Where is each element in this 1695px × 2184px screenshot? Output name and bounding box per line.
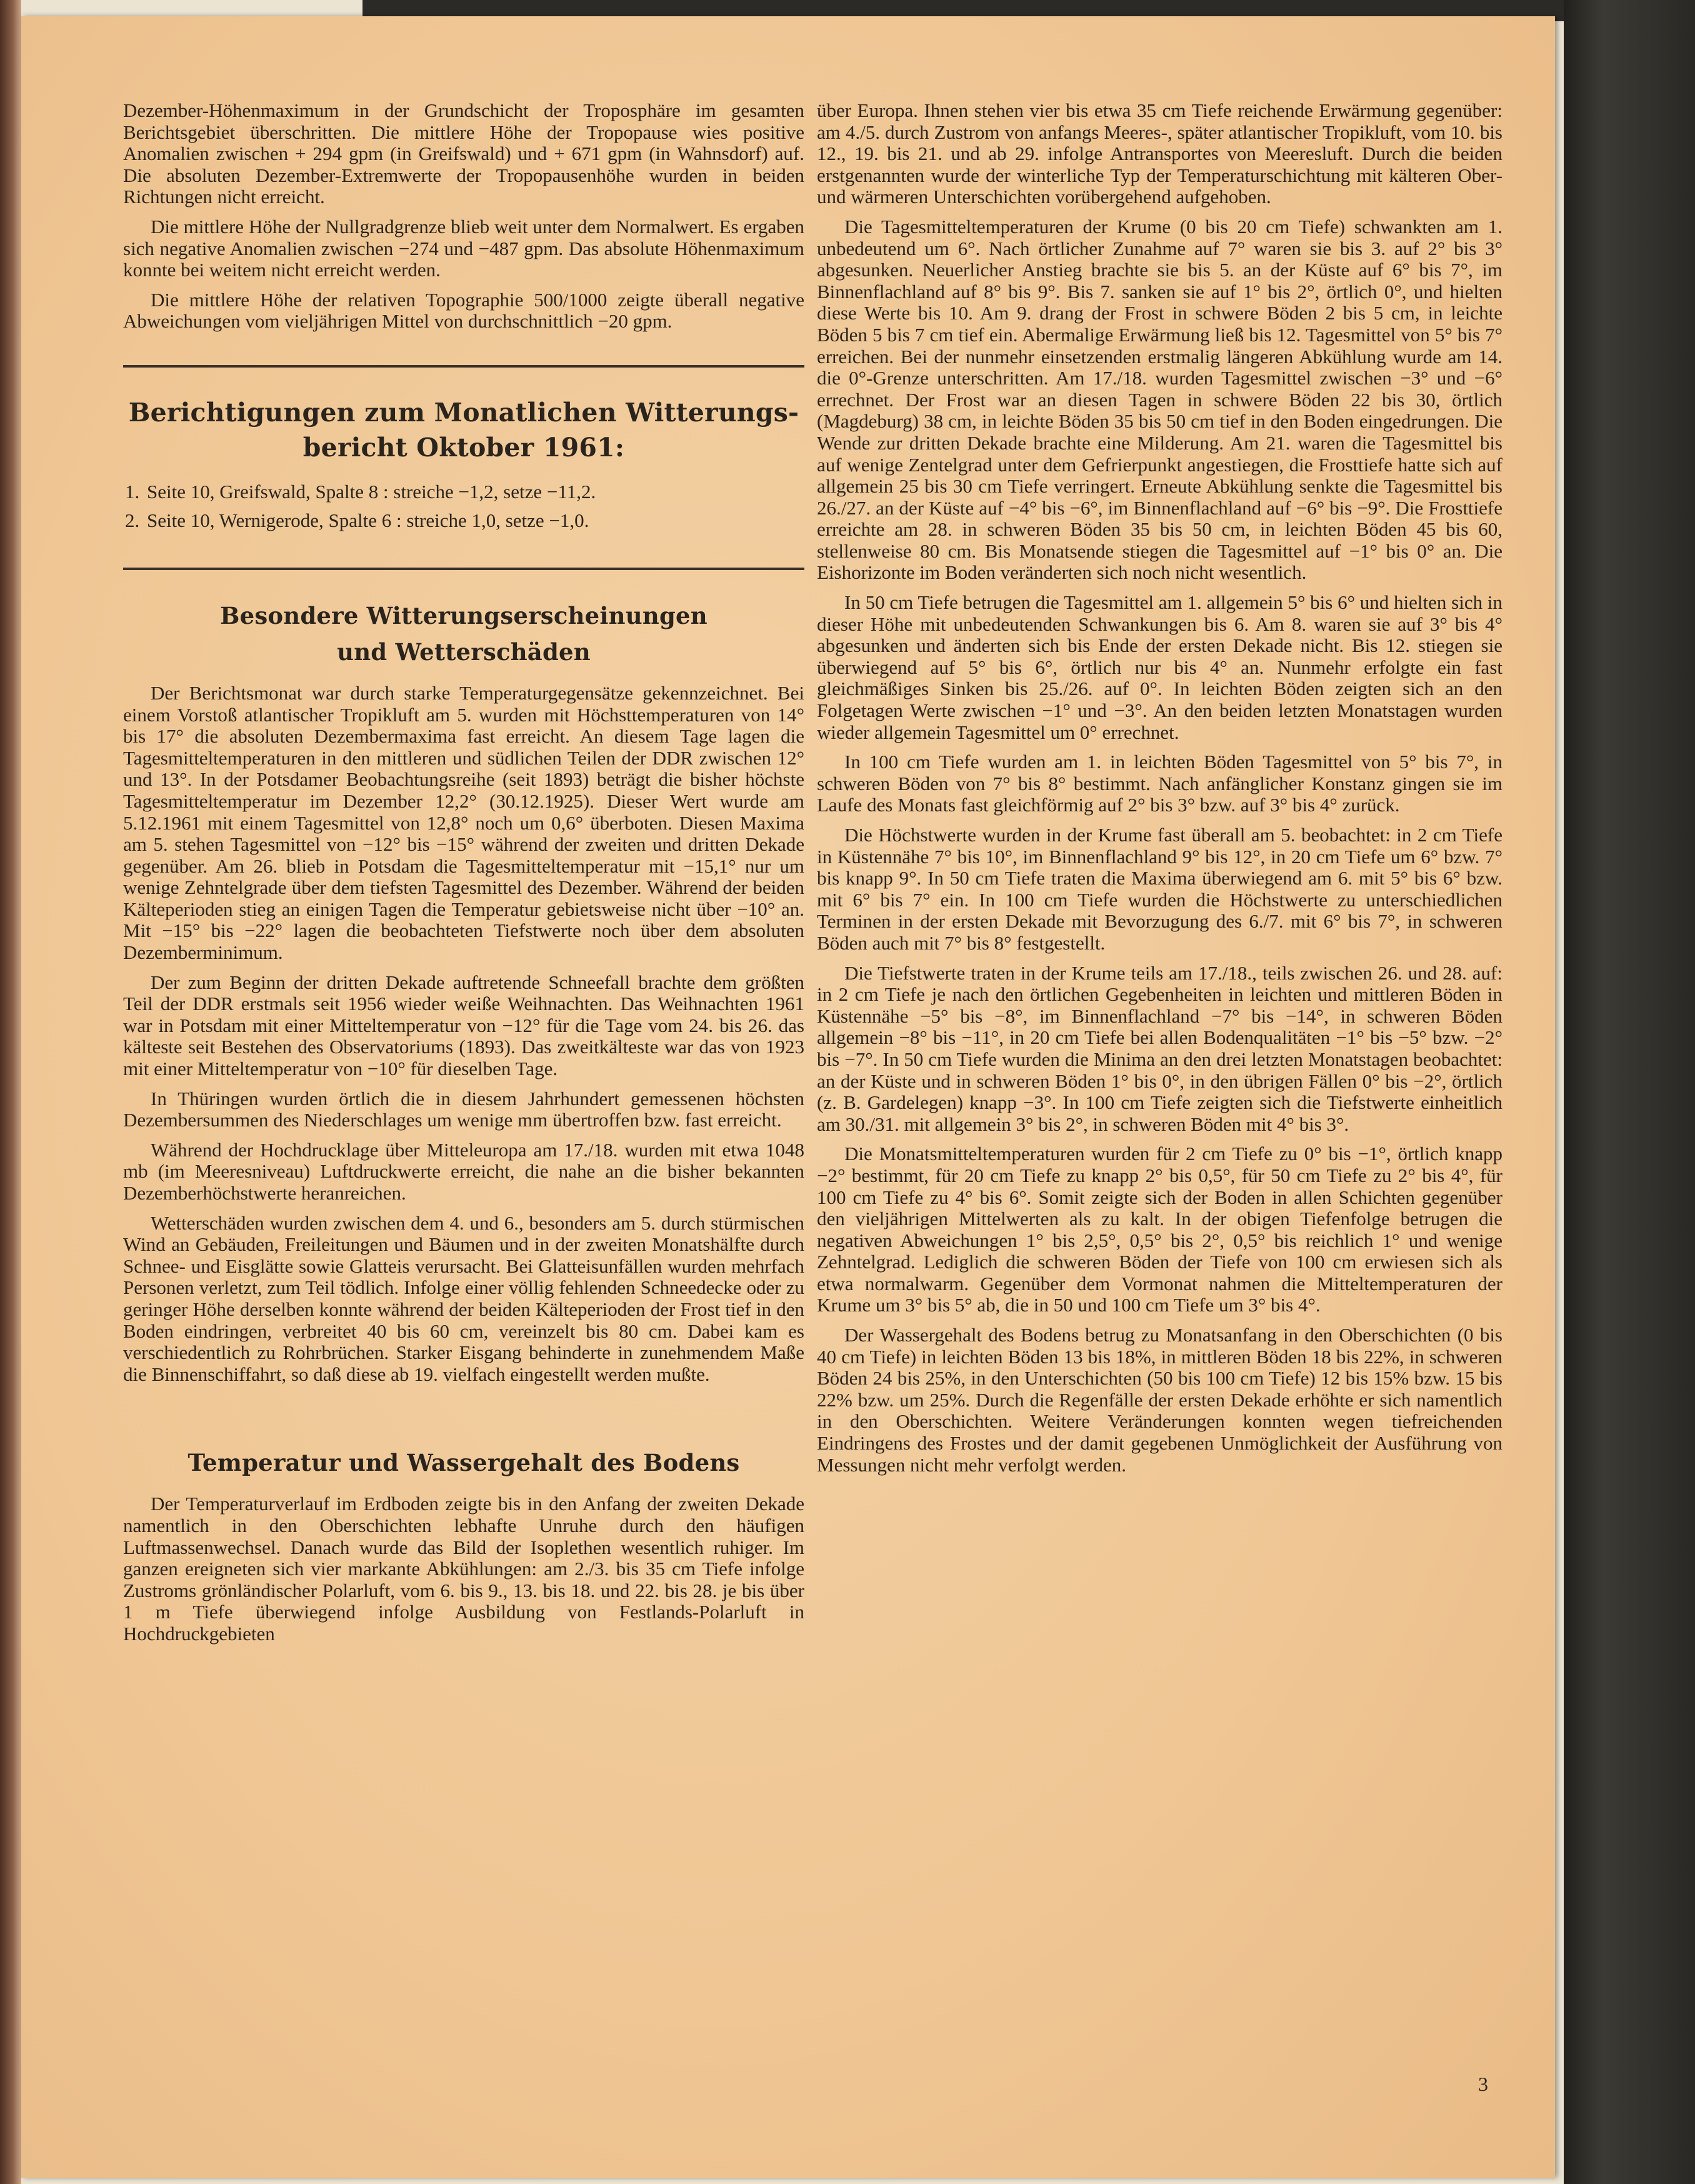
paragraph: Wetterschäden wurden zwischen dem 4. und 6., besonders am 5. durch stürmischen Wind an Gebäuden, Freileitungen und Bäumen und in der zweiten Monatshälfte durch Schnee- und Eisglätte sowie Glatteis verursacht. Bei Glatteisunfällen wurden mehrfach Personen verletzt, zum Teil tödlich. Infolge einer völlig fehlenden Schneedecke oder zu geringer Höhe derselben konnte während der beiden Kälteperioden der Frost tief in den Boden eindringen, verbreitet 40 bis 60 cm, vereinzelt bis 80 cm. Dabei kam es verschiedentlich zu Rohrbrüchen. Starker Eisgang behinderte in zunehmendem Maße die Binnenschiffahrt, so daß diese ab 19. vielfach eingestellt werden mußte.	[123, 1211, 804, 1385]
spacer	[123, 1393, 804, 1445]
special-weather-heading: Besondere Witterungserscheinungen und Wetterschäden	[220, 601, 708, 666]
paragraph: Die Höchstwerte wurden in der Krume fast überall am 5. beobachtet: in 2 cm Tiefe in Küstennähe 7° bis 10°, im Binnenflachland 9° bis 12°, in 20 cm Tiefe um 6° bzw. 7° bis knapp 9°. In 50 cm Tiefe traten die Maxima überwiegend am 6. mit 5° bis 6° bzw. mit 6° bis 7° ein. In 100 cm Tiefe wurden die Höchstwerte zu unterschiedlichen Terminen in der ersten Dekade mit Bevorzugung des 6./7. mit 6° bis 7°, in schweren Böden auch mit 7° bis 8° festgestellt.	[817, 824, 1502, 954]
paragraph: Die Monatsmitteltemperaturen wurden für 2 cm Tiefe zu 0° bis −1°, örtlich knapp −2° bestimmt, für 20 cm Tiefe zu knapp 2° bis 0,5°, für 50 cm Tiefe zu 2° bis 4°, für 100 cm Tiefe zu 4° bis 6°. Somit zeigte sich der Boden in allen Schichten gegenüber den vieljährigen Mittelwerten als zu kalt. In der obigen Tiefenfolge betrugen die negativen Abweichungen 1° bis 2,5°, 0,5° bis 2°, 0,5° bis reichlich 1° und wenige Zehntelgrad. Lediglich die schweren Böden der Tiefe von 100 cm erwiesen sich als etwa normalwarm. Gegenüber dem Vormonat nahmen die Mitteltemperaturen der Krume um 3° bis 5° ab, die in 50 und 100 cm Tiefe um 3° bis 4°.	[817, 1143, 1502, 1316]
corrections-heading: Berichtigungen zum Monatlichen Witterungs- bericht Oktober 1961:	[128, 397, 799, 463]
corrections-list	[123, 478, 804, 535]
soil-heading: Temperatur und Wassergehalt des Bodens	[188, 1449, 740, 1477]
paragraph: Der Berichtsmonat war durch starke Temperaturgegensätze gekennzeichnet. Bei einem Vorstoß atlantischer Tropikluft am 5. wurden mit Höchsttemperaturen von 14° bis 17° die absoluten Dezembermaxima fast erreicht. An diesem Tage lagen die Tagesmitteltemperaturen in den mittleren und südlichen Teilen der DDR zwischen 12° und 13°. In der Potsdamer Beobachtungsreihe (seit 1893) beträgt die bisher höchste Tagesmitteltemperatur im Dezember 12,2° (30.12.1925). Dieser Wert wurde am 5.12.1961 mit einem Tagesmittel von 12,8° noch um 0,6° überboten. Diesen Maxima am 5. stehen Tagesmittel von −12° bis −15° während der zweiten und dritten Dekade gegenüber. Am 26. blieb in Potsdam die Tagesmitteltemperatur mit −15,1° nur um wenige Zehntelgrade über dem tiefsten Tagesmittel des Dezember. Während der beiden Kälteperioden stieg an einigen Tagen die Temperatur gebietsweise nicht über −10° an. Mit −15° bis −22° lagen die beobachteten Tiefstwerte noch über dem absoluten Dezemberminimum.	[123, 681, 804, 964]
paragraph: Der Wassergehalt des Bodens betrug zu Monatsanfang in den Oberschichten (0 bis 40 cm Tiefe) in leichten Böden 13 bis 18%, in mittleren Böden 18 bis 22%, in schweren Böden 24 bis 25%, in den Unterschichten (50 bis 100 cm Tiefe) 12 bis 15% bzw. 15 bis 22% bzw. um 25%. Durch die Regenfälle der ersten Dekade erhöhte er sich namentlich in den Oberschichten. Weitere Veränderungen konnten wegen tiefreichenden Eindringens des Frostes und der damit gegebenen Unmöglichkeit der Ausführung von Messungen nicht mehr verfolgt werden.	[817, 1324, 1502, 1476]
paragraph: Die Tiefstwerte traten in der Krume teils am 17./18., teils zwischen 26. und 28. auf: in 2 cm Tiefe je nach den örtlichen Gegebenheiten in leichten und mittleren Böden in Küstennähe −5° bis −8°, im Binnenflachland −7° bis −14°, in schweren Böden allgemein −8° bis −11°, in 20 cm Tiefe bei allen Bodenqualitäten −1° bis −5° bzw. −2° bis −7°. In 50 cm Tiefe wurden die Minima an den drei letzten Monatstagen beobachtet: an der Küste und in schweren Böden 1° bis 0°, in den übrigen Fällen 0° bis −2°, örtlich (z. B. Gardelegen) knapp −3°. In 100 cm Tiefe zeigten sich die Tiefstwerte einheitlich am 30./31. mit allgemein 3° bis 2°, in schweren Böden mit 4° bis 3°.	[817, 961, 1502, 1135]
paragraph: Dezember-Höhenmaximum in der Grundschicht der Troposphäre im gesamten Berichtsgebiet überschritten. Die mittlere Höhe der Tropopause wies positive Anomalien zwischen + 294 gpm (in Greifswald) und + 671 gpm (in Wahnsdorf) auf. Die absoluten Dezember-Extremwerte der Tropopausenhöhe wurden in beiden Richtungen nicht erreicht.	[123, 99, 804, 208]
paragraph: In Thüringen wurden örtlich die in diesem Jahrhundert gemessenen höchsten Dezembersummen des Niederschlages um wenige mm übertroffen bzw. fast erreicht.	[123, 1087, 804, 1131]
section-divider	[123, 568, 804, 570]
paragraph: über Europa. Ihnen stehen vier bis etwa 35 cm Tiefe reichende Erwärmung gegenüber: am 4./5. durch Zustrom von anfangs Meeres-, später atlantischer Tropikluft, vom 10. bis 12., 19. bis 21. und ab 29. infolge Antransportes von Meeresluft. Durch die beiden erstgenannten wurde der winterliche Typ der Temperaturschichtung mit kälteren Ober- und wärmeren Unterschichten vorübergehend aufgehoben.	[817, 99, 1502, 208]
book-cover-right	[1564, 0, 1695, 2184]
section-divider	[123, 365, 804, 368]
right-column	[817, 100, 1502, 1484]
document-page	[21, 16, 1555, 2178]
page-number: 3	[1478, 2073, 1488, 2095]
paragraph: Die mittlere Höhe der Nullgradgrenze blieb weit unter dem Normalwert. Es ergaben sich negative Anomalien zwischen −274 und −487 gpm. Das absolute Höhenmaximum konnte bei weitem nicht erreicht werden.	[123, 215, 804, 281]
correction-item: 2. Seite 10, Wernigerode, Spalte 6 : streiche 1,0, setze −1,0.	[144, 506, 804, 535]
paragraph: In 50 cm Tiefe betrugen die Tagesmittel am 1. allgemein 5° bis 6° und hielten sich in dieser Höhe mit unbedeutenden Schwankungen bis 6. Am 8. waren sie auf 3° bis 4° abgesunken und änderten sich bis Ende der ersten Dekade nicht. Bis 12. stiegen sie überwiegend auf 5° bis 6°, örtlich nur bis 4° an. Nunmehr erfolgte ein fast gleichmäßiges Sinken bis 25./26. auf 0°. In leichten Böden zeigten sich an den Folgetagen Werte zwischen −1° und −3°. An den beiden letzten Monatstagen wurden wieder allgemein Tagesmittel um 0° errechnet.	[817, 591, 1502, 743]
paragraph: Die mittlere Höhe der relativen Topographie 500/1000 zeigte überall negative Abweichungen vom vieljährigen Mittel von durchschnittlich −20 gpm.	[123, 288, 804, 333]
correction-item: 1. Seite 10, Greifswald, Spalte 8 : streiche −1,2, setze −11,2.	[144, 478, 804, 506]
paragraph: In 100 cm Tiefe wurden am 1. in leichten Böden Tagesmittel von 5° bis 7°, in schweren Böden von 7° bis 8° bestimmt. Nach anfänglicher Konstanz gingen sie im Laufe des Monats fast gleichförmig auf 2° bis 3° bzw. auf 3° bis 4° zurück.	[817, 751, 1502, 816]
paragraph: Der zum Beginn der dritten Dekade auftretende Schneefall brachte dem größten Teil der DDR erstmals seit 1956 wieder weiße Weihnachten. Das Weihnachten 1961 war in Potsdam mit einer Mitteltemperatur von −12° für die Tage vom 24. bis 26. das kälteste seit Bestehen des Observatoriums (1893). Das zweitkälteste war das von 1923 mit einer Mitteltemperatur von −10° für dieselben Tage.	[123, 971, 804, 1080]
book-binding-left	[0, 0, 21, 2184]
paragraph: Während der Hochdrucklage über Mitteleuropa am 17./18. wurden mit etwa 1048 mb (im Meeresniveau) Luftdruckwerte erreicht, die nahe an die bisher bekannten Dezemberhöchstwerte heranreichen.	[123, 1138, 804, 1204]
paragraph: Die Tagesmitteltemperaturen der Krume (0 bis 20 cm Tiefe) schwankten am 1. unbedeutend um 6°. Nach örtlicher Zunahme auf 7° waren sie bis 3. auf 2° bis 3° abgesunken. Neuerlicher Anstieg brachte sie bis 5. an der Küste auf 6° bis 7°, im Binnenflachland auf 8° bis 9°. Bis 7. sanken sie auf 1° bis 2°, örtlich 0°, und hielten diese Werte bis 10. Am 9. drang der Frost in schwere Böden 2 bis 5 cm, in leichte Böden 5 bis 7 cm tief ein. Abermalige Erwärmung ließ bis 12. Tagesmittel von 5° bis 7° erreichen. Bei der nunmehr einsetzenden erstmalig längeren Abkühlung wurde am 14. die 0°-Grenze unterschritten. Am 17./18. wurden Tagesmittel zwischen −3° und −6° errechnet. Der Frost war an diesen Tagen in schwere Böden 22 bis 30, örtlich (Magdeburg) 38 cm, in leichte Böden 35 bis 50 cm tief in den Boden eingedrungen. Die Wende zur dritten Dekade brachte eine Milderung. Am 21. waren die Tagesmittel bis auf wenige Zentelgrad unter dem Gefrierpunkt angestiegen, die Frosttiefe hatte sich auf allgemein 25 bis 30 cm Tiefe verringert. Erneute Abkühlung senkte die Tagesmittel bis 26./27. an der Küste auf −4° bis −6°, im Binnenflachland auf −6° bis −9°. Die Frosttiefe erreichte am 28. in schweren Böden 35 bis 50 cm, in leichten Böden 45 bis 60, stellenweise 80 cm. Bis Monatsende stiegen die Tagesmittel auf −1° bis 0° an. Die Eishorizonte im Boden veränderten sich noch nicht wesentlich.	[817, 215, 1502, 584]
paragraph: Der Temperaturverlauf im Erdboden zeigte bis in den Anfang der zweiten Dekade namentlich in den Oberschichten lebhafte Unruhe durch den häufigen Luftmassenwechsel. Danach wurde das Bild der Isoplethen wesentlich ruhiger. Im ganzen ereigneten sich vier markante Abkühlungen: am 2./3. bis 35 cm Tiefe infolge Zustroms grönländischer Polarluft, vom 6. bis 9., 13. bis 18. und 22. bis 28. je bis über 1 m Tiefe überwiegend infolge Ausbildung von Festlands-Polarluft in Hochdruckgebieten	[123, 1493, 804, 1645]
left-column	[123, 100, 804, 1653]
